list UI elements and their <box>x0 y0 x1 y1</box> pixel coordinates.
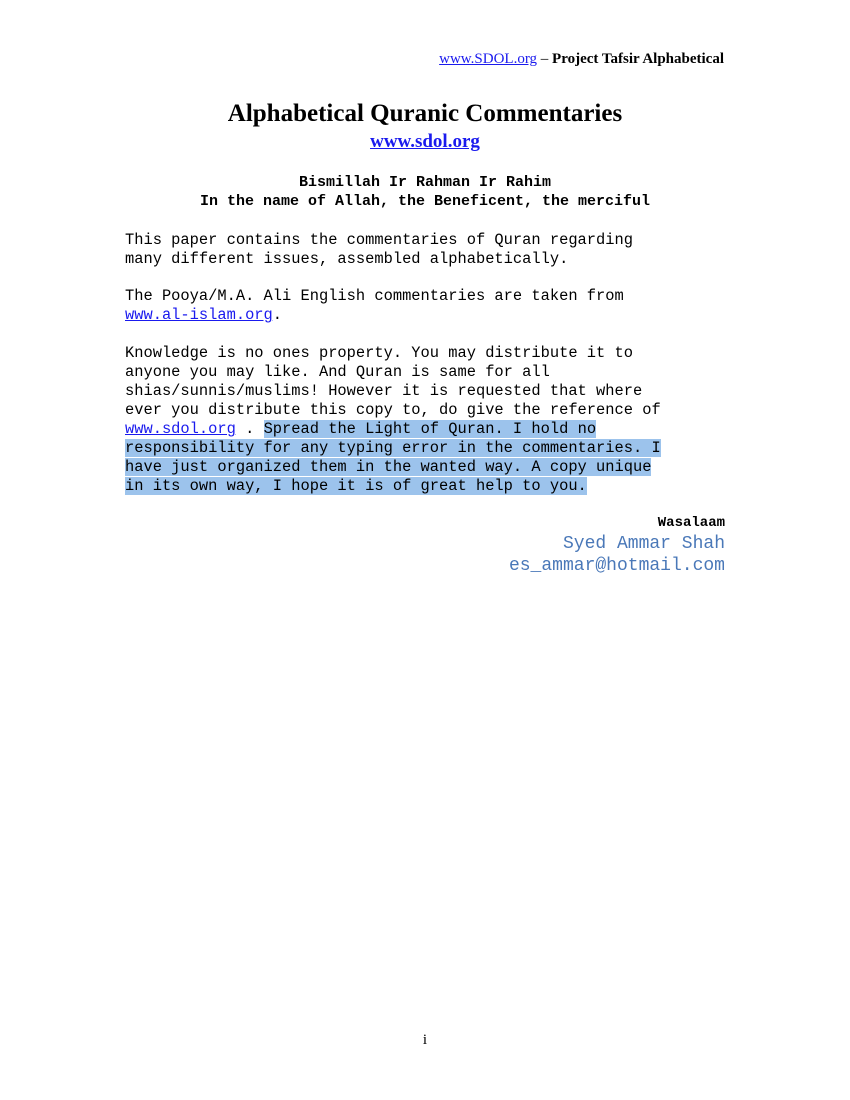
paragraph-intro-line-2: many different issues, assembled alphabetically. <box>125 250 569 268</box>
paragraph-knowledge-line-7 <box>125 458 725 477</box>
al-islam-link[interactable]: www.al-islam.org <box>125 306 273 324</box>
paragraph-source <box>125 287 725 325</box>
document-title: Alphabetical Quranic Commentaries <box>227 100 623 127</box>
paragraph-knowledge-line-3: shias/sunnis/muslims! However it is requested that where <box>125 382 643 400</box>
page-header <box>439 49 724 69</box>
paragraph-knowledge-line-6 <box>125 439 725 458</box>
bismillah-line-1: Bismillah Ir Rahman Ir Rahim <box>298 174 552 191</box>
selected-text-4[interactable]: in its own way, I hope it is of great help to you. <box>125 477 587 495</box>
paragraph-knowledge-line-2: anyone you may like. And Quran is same for all <box>125 363 550 381</box>
selected-text-1[interactable]: Spread the Light of Quran. I hold no <box>263 420 597 438</box>
paragraph-source-line-1: The Pooya/M.A. Ali English commentaries are taken from <box>125 287 624 305</box>
paragraph-knowledge-line-5 <box>125 420 725 439</box>
page-number: i <box>422 1032 428 1048</box>
paragraph-knowledge-separator: . <box>235 420 264 438</box>
header-separator: – <box>537 51 553 67</box>
paragraph-knowledge <box>125 344 725 496</box>
author-email[interactable]: es_ammar@hotmail.com <box>508 556 725 576</box>
header-title: Project Tafsir Alphabetical <box>552 51 724 67</box>
document-link[interactable]: www.sdol.org <box>370 131 480 152</box>
paragraph-knowledge-line-4: ever you distribute this copy to, do give the reference of <box>125 401 661 419</box>
selected-text-2[interactable]: responsibility for any typing error in the commentaries. I <box>125 439 661 457</box>
paragraph-knowledge-line-1: Knowledge is no ones property. You may distribute it to <box>125 344 633 362</box>
paragraph-source-line-2 <box>125 306 725 325</box>
author-name: Syed Ammar Shah <box>562 534 725 554</box>
sdol-link[interactable]: www.sdol.org <box>125 420 236 438</box>
paragraph-source-period: . <box>272 306 283 324</box>
bismillah-line-2: In the name of Allah, the Beneficent, the merciful <box>199 193 651 210</box>
paragraph-intro-line-1: This paper contains the commentaries of Quran regarding <box>125 231 633 249</box>
paragraph-knowledge-line-8 <box>125 477 725 496</box>
closing-wasalaam: Wasalaam <box>657 515 725 531</box>
paragraph-intro <box>125 231 725 269</box>
bismillah-block <box>0 173 850 211</box>
header-site-link[interactable]: www.SDOL.org <box>439 51 538 67</box>
selected-text-3[interactable]: have just organized them in the wanted way. A copy unique <box>125 458 652 476</box>
document-link-line <box>0 130 850 154</box>
